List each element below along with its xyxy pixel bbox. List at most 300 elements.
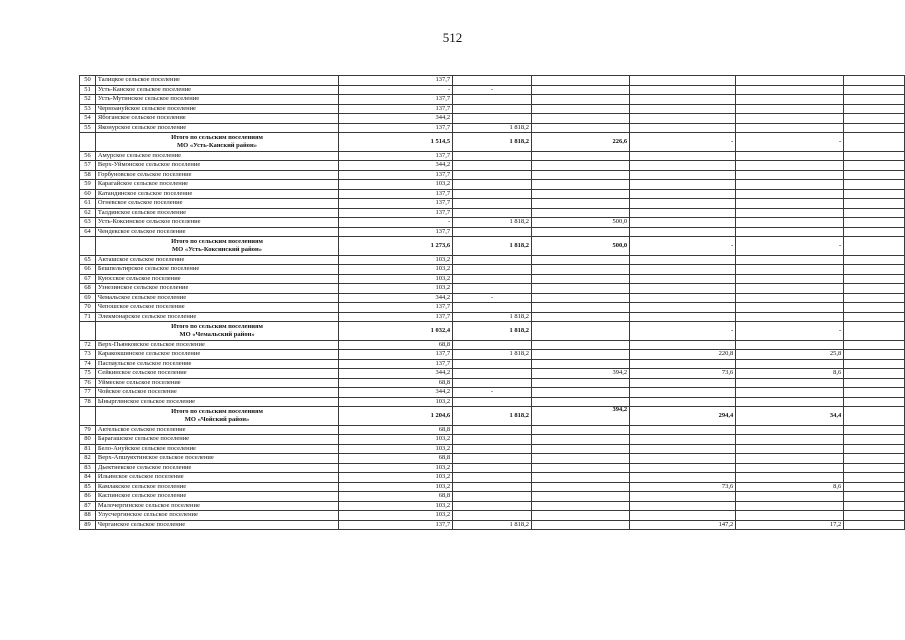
value-col-1: 1 032,4 [339,322,453,341]
value-col-6 [844,359,905,369]
value-col-5 [736,180,844,190]
settlement-name-cell: Акташское сельское поселение [95,255,338,265]
value-col-3 [531,208,629,218]
settlement-name-cell: Чемальское сельское поселение [95,293,338,303]
value-col-4 [630,114,736,124]
value-col-4 [630,274,736,284]
value-col-5 [736,425,844,435]
value-col-5 [736,340,844,350]
value-col-2 [453,189,532,199]
table-row [80,378,905,388]
value-col-1: 137,7 [339,95,453,105]
value-col-6 [844,444,905,454]
value-col-5 [736,104,844,114]
row-number-cell: 55 [80,123,96,133]
value-col-3 [531,76,629,86]
value-col-1: 103,2 [339,255,453,265]
value-col-3 [531,227,629,237]
value-col-6 [844,255,905,265]
value-col-6 [844,454,905,464]
value-col-2 [453,151,532,161]
value-col-4 [630,161,736,171]
value-col-5 [736,170,844,180]
value-col-2 [453,482,532,492]
settlement-name-cell: Яконурское сельское поселение [95,123,338,133]
value-col-5 [736,76,844,86]
value-col-3 [531,303,629,313]
subtotal-label-line2: МО «Усть-Коксинский район» [172,245,263,253]
table-row [80,293,905,303]
table-row [80,388,905,398]
settlement-name-cell: Актельское сельское поселение [95,425,338,435]
table-row [80,425,905,435]
value-col-2 [453,180,532,190]
settlement-name-cell: Верх-Уймонское сельское поселение [95,161,338,171]
row-number-cell: 77 [80,388,96,398]
value-col-1: 137,7 [339,189,453,199]
value-col-1: 137,7 [339,208,453,218]
subtotal-row [80,322,905,341]
table-row [80,359,905,369]
value-col-6 [844,435,905,445]
row-number-cell [80,237,96,256]
settlement-name-cell: Уймеское сельское поселение [95,378,338,388]
value-col-4 [630,95,736,105]
value-col-2: 1 818,2 [453,407,532,426]
value-col-4 [630,284,736,294]
value-col-4: 73,6 [630,482,736,492]
value-col-5: 34,4 [736,407,844,426]
subtotal-row [80,237,905,256]
value-col-4: 220,8 [630,350,736,360]
row-number-cell [80,322,96,341]
value-col-3 [531,312,629,322]
settlement-name-cell: Ынырглинское сельское поселение [95,397,338,407]
value-col-1: 137,7 [339,520,453,530]
value-col-4 [630,435,736,445]
value-col-1: 137,7 [339,170,453,180]
row-number-cell: 60 [80,189,96,199]
value-col-6 [844,369,905,379]
value-col-1: 103,2 [339,435,453,445]
value-col-4 [630,85,736,95]
table-row [80,274,905,284]
value-col-6 [844,133,905,152]
table-row [80,473,905,483]
table-row [80,208,905,218]
value-col-2: 1 818,2 [453,350,532,360]
value-col-6 [844,76,905,86]
value-col-3 [531,511,629,521]
row-number-cell: 63 [80,218,96,228]
value-col-6 [844,492,905,502]
value-col-6 [844,265,905,275]
value-col-1: 103,2 [339,397,453,407]
value-col-3 [531,123,629,133]
value-col-6 [844,161,905,171]
value-col-4 [630,463,736,473]
settlement-name-cell: Усть-Канское сельское поселение [95,85,338,95]
value-col-6 [844,520,905,530]
settlement-name-cell: Катандинское сельское поселение [95,189,338,199]
value-col-3 [531,359,629,369]
settlement-name-cell: Амурское сельское поселение [95,151,338,161]
value-col-2 [453,511,532,521]
value-col-6 [844,95,905,105]
value-col-1: 68,8 [339,454,453,464]
value-col-6 [844,322,905,341]
value-col-2 [453,501,532,511]
value-col-4 [630,312,736,322]
subtotal-row [80,407,905,426]
value-col-1: 344,2 [339,369,453,379]
table-row [80,511,905,521]
value-col-5 [736,161,844,171]
value-col-3: 394,2 [531,369,629,379]
value-col-1: 137,7 [339,350,453,360]
value-col-1: 137,7 [339,359,453,369]
table-row [80,340,905,350]
value-col-4 [630,492,736,502]
value-col-6 [844,511,905,521]
value-col-5 [736,208,844,218]
value-col-2 [453,454,532,464]
value-col-5 [736,218,844,228]
value-col-5 [736,95,844,105]
value-col-2 [453,208,532,218]
table-row [80,199,905,209]
value-col-4 [630,123,736,133]
row-number-cell: 78 [80,397,96,407]
row-number-cell: 61 [80,199,96,209]
value-col-2 [453,114,532,124]
value-col-3 [531,397,629,407]
settlement-name-cell: Чепошское сельское поселение [95,303,338,313]
value-col-5 [736,444,844,454]
settlement-name-cell: Верх-Апшуяхтинское сельское поселение [95,454,338,464]
value-col-4 [630,501,736,511]
value-col-4 [630,151,736,161]
value-col-2 [453,473,532,483]
value-col-3 [531,199,629,209]
value-col-2 [453,104,532,114]
value-col-2: 1 818,2 [453,218,532,228]
value-col-5: - [736,322,844,341]
subtotal-label-line1: Итого по сельским поселениям [171,134,263,142]
row-number-cell: 75 [80,369,96,379]
value-col-2 [453,425,532,435]
table-row [80,501,905,511]
settlement-name-cell: Чойское сельское поселение [95,388,338,398]
value-col-2 [453,303,532,313]
value-col-6 [844,303,905,313]
value-col-3 [531,104,629,114]
table-row [80,114,905,124]
subtotal-label-line1: Итого по сельским поселениям [171,323,263,331]
value-col-4: - [630,133,736,152]
row-number-cell: 84 [80,473,96,483]
value-col-3 [531,189,629,199]
value-col-3 [531,151,629,161]
value-col-3 [531,454,629,464]
value-col-3 [531,322,629,341]
row-number-cell: 71 [80,312,96,322]
value-col-5 [736,454,844,464]
value-col-1: 68,8 [339,340,453,350]
value-col-1: 137,7 [339,104,453,114]
value-col-6 [844,293,905,303]
value-col-5 [736,274,844,284]
value-col-5 [736,378,844,388]
value-col-6 [844,151,905,161]
row-number-cell: 54 [80,114,96,124]
value-col-1: 137,7 [339,199,453,209]
table-row [80,303,905,313]
value-col-4: - [630,237,736,256]
table-row [80,454,905,464]
value-col-3 [531,265,629,275]
row-number-cell: 64 [80,227,96,237]
row-number-cell: 58 [80,170,96,180]
value-col-3 [531,492,629,502]
value-col-4 [630,218,736,228]
value-col-5: 17,2 [736,520,844,530]
value-col-4 [630,454,736,464]
value-col-6 [844,85,905,95]
subtotal-label-line2: МО «Усть-Канский район» [177,141,258,149]
value-col-4 [630,511,736,521]
value-col-6 [844,350,905,360]
value-col-1: 1 273,6 [339,237,453,256]
value-col-5 [736,492,844,502]
table-row [80,482,905,492]
value-col-4 [630,388,736,398]
value-col-3 [531,180,629,190]
value-col-5: 25,8 [736,350,844,360]
value-col-1: 344,2 [339,388,453,398]
value-col-5 [736,303,844,313]
value-col-4 [630,255,736,265]
value-col-3: 500,0 [531,218,629,228]
table-row [80,227,905,237]
value-col-4 [630,397,736,407]
settlement-name-cell: Усть-Коксинское сельское поселение [95,218,338,228]
value-col-5 [736,435,844,445]
value-col-1: 103,2 [339,501,453,511]
value-col-2: 1 818,2 [453,133,532,152]
value-col-5: - [736,133,844,152]
settlement-name-cell: Улусчергинское сельское поселение [95,511,338,521]
value-col-3 [531,95,629,105]
row-number-cell: 52 [80,95,96,105]
value-col-3 [531,85,629,95]
subtotal-label-line1: Итого по сельским поселениям [171,408,263,416]
value-col-1: 137,7 [339,227,453,237]
table-row [80,435,905,445]
value-col-5: 8,6 [736,482,844,492]
settlement-name-cell: Куюсское сельское поселение [95,274,338,284]
settlement-name-cell: Бело-Ануйское сельское поселение [95,444,338,454]
value-col-2 [453,463,532,473]
value-col-1: 68,8 [339,492,453,502]
subtotal-label-cell [95,237,338,256]
row-number-cell: 80 [80,435,96,445]
subtotal-row [80,133,905,152]
table-row [80,170,905,180]
table-row [80,255,905,265]
value-col-3 [531,435,629,445]
value-col-2: 1 818,2 [453,322,532,341]
value-col-1: 68,8 [339,425,453,435]
value-col-5 [736,199,844,209]
value-col-3 [531,463,629,473]
value-col-2 [453,199,532,209]
settlement-name-cell: Ильинское сельское поселение [95,473,338,483]
value-col-6 [844,473,905,483]
value-col-3: 500,0 [531,237,629,256]
value-col-1: 103,2 [339,463,453,473]
subtotal-label-cell [95,322,338,341]
value-col-1: 103,2 [339,473,453,483]
value-col-3 [531,473,629,483]
value-col-4: 294,4 [630,407,736,426]
settlement-name-cell: Горбуновское сельское поселение [95,170,338,180]
table-row [80,492,905,502]
value-col-2 [453,369,532,379]
settlement-name-cell: Узнезинское сельское поселение [95,284,338,294]
row-number-cell: 51 [80,85,96,95]
row-number-cell: 62 [80,208,96,218]
value-col-4 [630,180,736,190]
row-number-cell: 74 [80,359,96,369]
settlement-name-cell: Каспинское сельское поселение [95,492,338,502]
value-col-5 [736,473,844,483]
value-col-4 [630,208,736,218]
table-row [80,180,905,190]
value-col-1: 137,7 [339,303,453,313]
table-row [80,463,905,473]
value-col-2 [453,444,532,454]
table-row [80,350,905,360]
value-col-2 [453,170,532,180]
value-col-6 [844,104,905,114]
row-number-cell: 89 [80,520,96,530]
budget-table [79,75,905,530]
value-col-5 [736,293,844,303]
value-col-4 [630,227,736,237]
value-col-1: 103,2 [339,511,453,521]
value-col-5 [736,265,844,275]
value-col-4: - [630,322,736,341]
row-number-cell: 50 [80,76,96,86]
settlement-name-cell: Элекмонарское сельское поселение [95,312,338,322]
value-col-3 [531,388,629,398]
value-col-5 [736,227,844,237]
value-col-6 [844,284,905,294]
table-row [80,95,905,105]
value-col-6 [844,274,905,284]
value-col-2 [453,397,532,407]
value-col-3 [531,284,629,294]
table-row [80,104,905,114]
value-col-3: 394,2 [531,407,629,426]
value-col-3 [531,255,629,265]
value-col-2 [453,265,532,275]
value-col-2: 1 818,2 [453,312,532,322]
row-number-cell: 86 [80,492,96,502]
value-col-1: 103,2 [339,284,453,294]
value-col-2 [453,161,532,171]
value-col-3 [531,114,629,124]
value-col-6 [844,397,905,407]
value-col-5: 8,6 [736,369,844,379]
row-number-cell: 87 [80,501,96,511]
table-row [80,520,905,530]
value-col-5 [736,255,844,265]
value-col-3 [531,520,629,530]
value-col-4 [630,425,736,435]
value-col-4: 73,6 [630,369,736,379]
value-col-1: 103,2 [339,274,453,284]
value-col-2 [453,284,532,294]
row-number-cell: 83 [80,463,96,473]
value-col-2 [453,435,532,445]
value-col-2: - [453,293,532,303]
value-col-2 [453,255,532,265]
row-number-cell: 53 [80,104,96,114]
value-col-5 [736,501,844,511]
settlement-name-cell: Черноануйское сельское поселение [95,104,338,114]
row-number-cell: 59 [80,180,96,190]
value-col-1: 103,2 [339,444,453,454]
value-col-1: 137,7 [339,151,453,161]
value-col-2 [453,274,532,284]
value-col-4 [630,265,736,275]
value-col-4 [630,293,736,303]
value-col-4 [630,170,736,180]
value-col-6 [844,425,905,435]
settlement-name-cell: Огневское сельское поселение [95,199,338,209]
value-col-5 [736,114,844,124]
value-col-4 [630,189,736,199]
row-number-cell: 81 [80,444,96,454]
value-col-6 [844,114,905,124]
value-col-1: 103,2 [339,482,453,492]
settlement-name-cell: Камлакское сельское поселение [95,482,338,492]
value-col-6 [844,388,905,398]
value-col-6 [844,501,905,511]
value-col-6 [844,340,905,350]
value-col-4 [630,378,736,388]
value-col-2: 1 818,2 [453,520,532,530]
settlement-name-cell: Верх-Пьянковское сельское поселение [95,340,338,350]
settlement-name-cell: Карагайское сельское поселение [95,180,338,190]
row-number-cell: 66 [80,265,96,275]
value-col-6 [844,407,905,426]
value-col-6 [844,199,905,209]
row-number-cell: 68 [80,284,96,294]
value-col-5 [736,151,844,161]
value-col-3: 226,6 [531,133,629,152]
settlement-name-cell: Ябоганское сельское поселение [95,114,338,124]
table-row [80,85,905,95]
value-col-6 [844,180,905,190]
value-col-1: 344,2 [339,161,453,171]
value-col-4 [630,199,736,209]
value-col-6 [844,378,905,388]
subtotal-label-line2: МО «Чойский район» [184,415,250,423]
table-row [80,161,905,171]
